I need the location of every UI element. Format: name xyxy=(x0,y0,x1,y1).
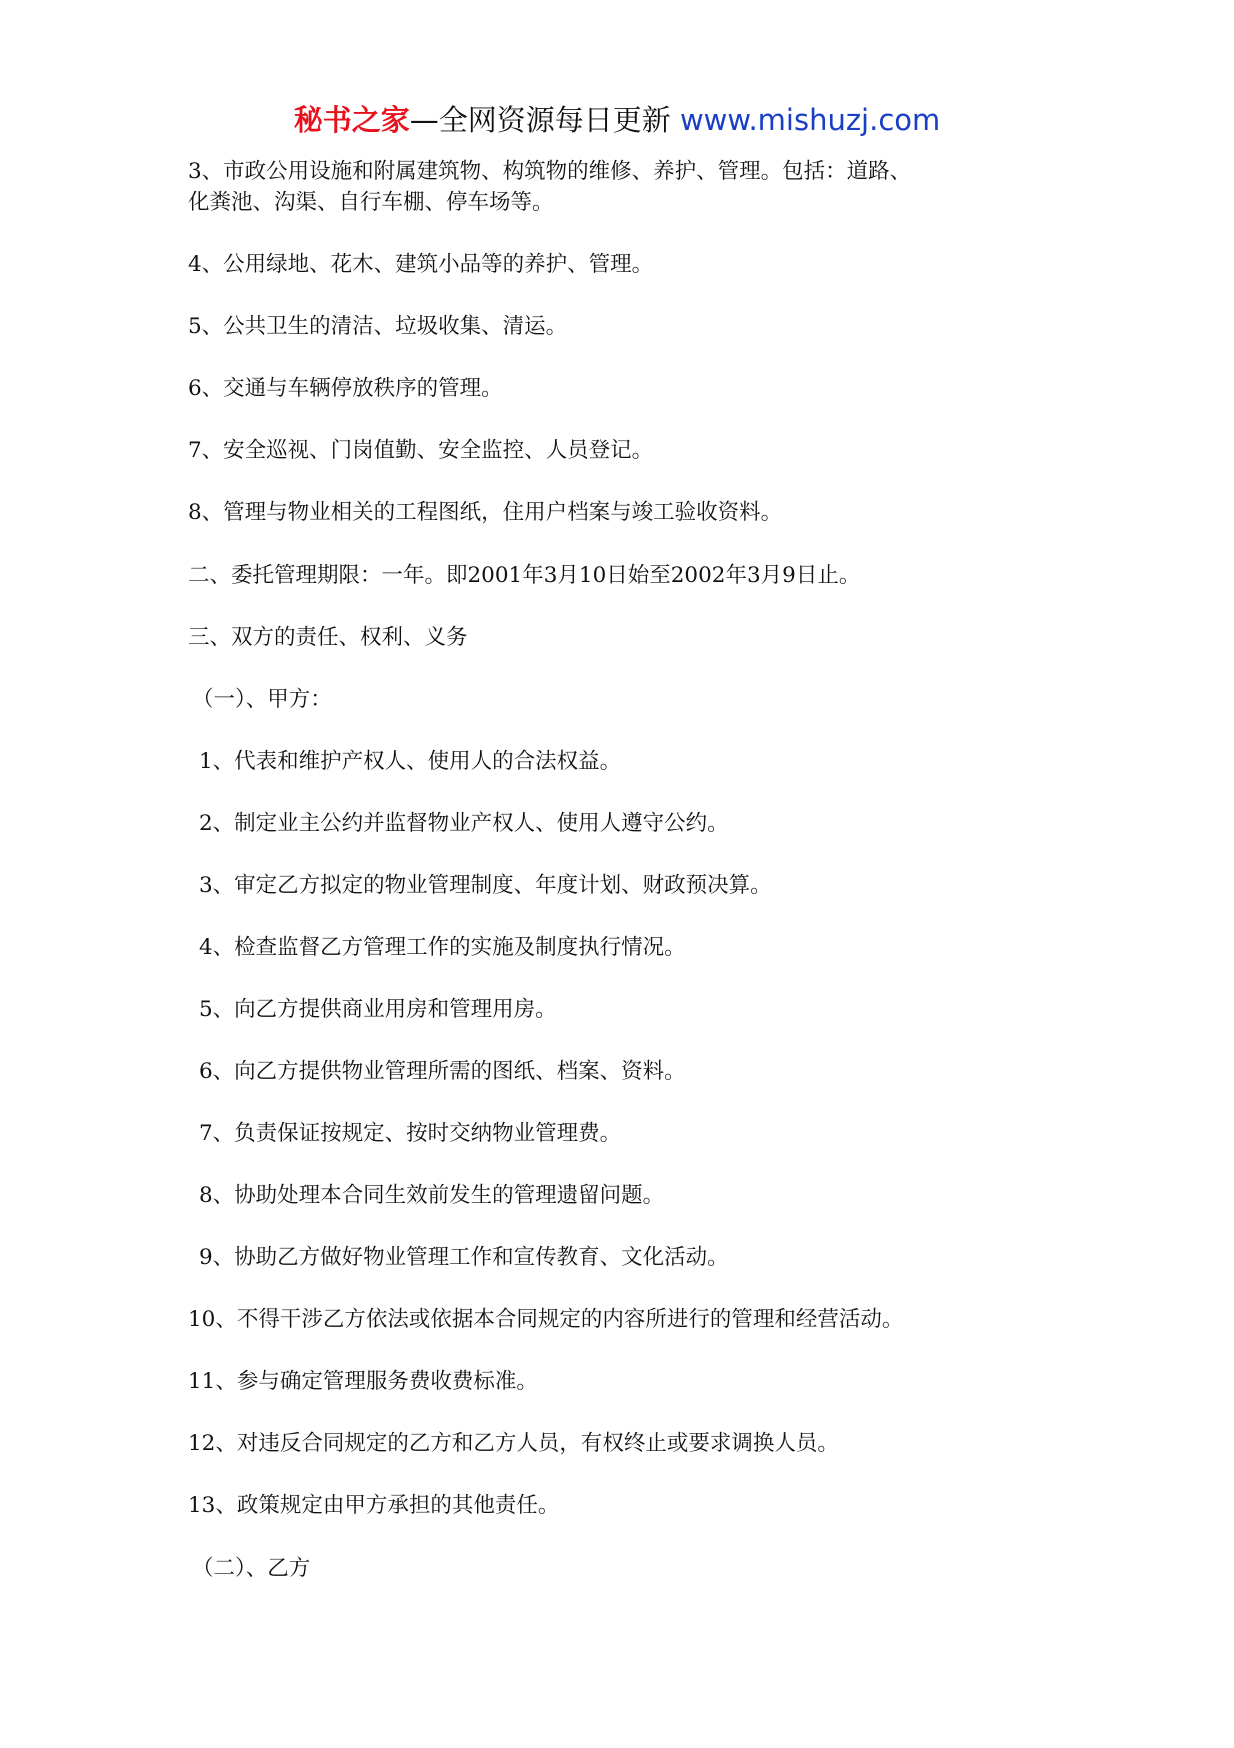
party-a-item-4: 4、检查监督乙方管理工作的实施及制度执行情况。 xyxy=(199,935,686,960)
section-2-term: 二、委托管理期限：一年。即2001年3月10日始至2002年3月9日止。 xyxy=(188,563,861,588)
party-a-item-2: 2、制定业主公约并监督物业产权人、使用人遵守公约。 xyxy=(199,811,729,836)
clause-5: 5、公共卫生的清洁、垃圾收集、清运。 xyxy=(188,314,568,339)
party-a-item-9: 9、协助乙方做好物业管理工作和宣传教育、文化活动。 xyxy=(199,1245,729,1270)
header-url[interactable]: www.mishuzj.com xyxy=(679,103,941,137)
party-a-item-1: 1、代表和维护产权人、使用人的合法权益。 xyxy=(199,749,622,774)
party-a-item-3: 3、审定乙方拟定的物业管理制度、年度计划、财政预决算。 xyxy=(199,873,772,898)
party-a-item-11: 11、参与确定管理服务费收费标准。 xyxy=(188,1369,538,1394)
party-a-item-5: 5、向乙方提供商业用房和管理用房。 xyxy=(199,997,557,1022)
party-a-item-10: 10、不得干涉乙方依法或依据本合同规定的内容所进行的管理和经营活动。 xyxy=(188,1307,904,1332)
party-b-heading: （二）、乙方 xyxy=(192,1556,311,1581)
clause-6: 6、交通与车辆停放秩序的管理。 xyxy=(188,376,503,401)
page-header xyxy=(0,100,1234,140)
clause-3-line-2: 化粪池、沟渠、自行车棚、停车场等。 xyxy=(188,190,554,215)
section-3-heading: 三、双方的责任、权利、义务 xyxy=(188,625,468,650)
clause-3-line-1: 3、市政公用设施和附属建筑物、构筑物的维修、养护、管理。包括：道路、 xyxy=(188,159,912,184)
party-a-heading: （一）、甲方： xyxy=(192,687,332,712)
party-a-item-6: 6、向乙方提供物业管理所需的图纸、档案、资料。 xyxy=(199,1059,686,1084)
party-a-item-12: 12、对违反合同规定的乙方和乙方人员，有权终止或要求调换人员。 xyxy=(188,1431,839,1456)
header-tagline: —全网资源每日更新 xyxy=(409,103,671,137)
header-brand: 秘书之家 xyxy=(293,103,410,137)
clause-4: 4、公用绿地、花木、建筑小品等的养护、管理。 xyxy=(188,252,654,277)
party-a-item-13: 13、政策规定由甲方承担的其他责任。 xyxy=(188,1493,560,1518)
party-a-item-7: 7、负责保证按规定、按时交纳物业管理费。 xyxy=(199,1121,622,1146)
party-a-item-8: 8、协助处理本合同生效前发生的管理遗留问题。 xyxy=(199,1183,665,1208)
clause-8: 8、管理与物业相关的工程图纸，住用户档案与竣工验收资料。 xyxy=(188,500,783,525)
clause-7: 7、安全巡视、门岗值勤、安全监控、人员登记。 xyxy=(188,438,654,463)
